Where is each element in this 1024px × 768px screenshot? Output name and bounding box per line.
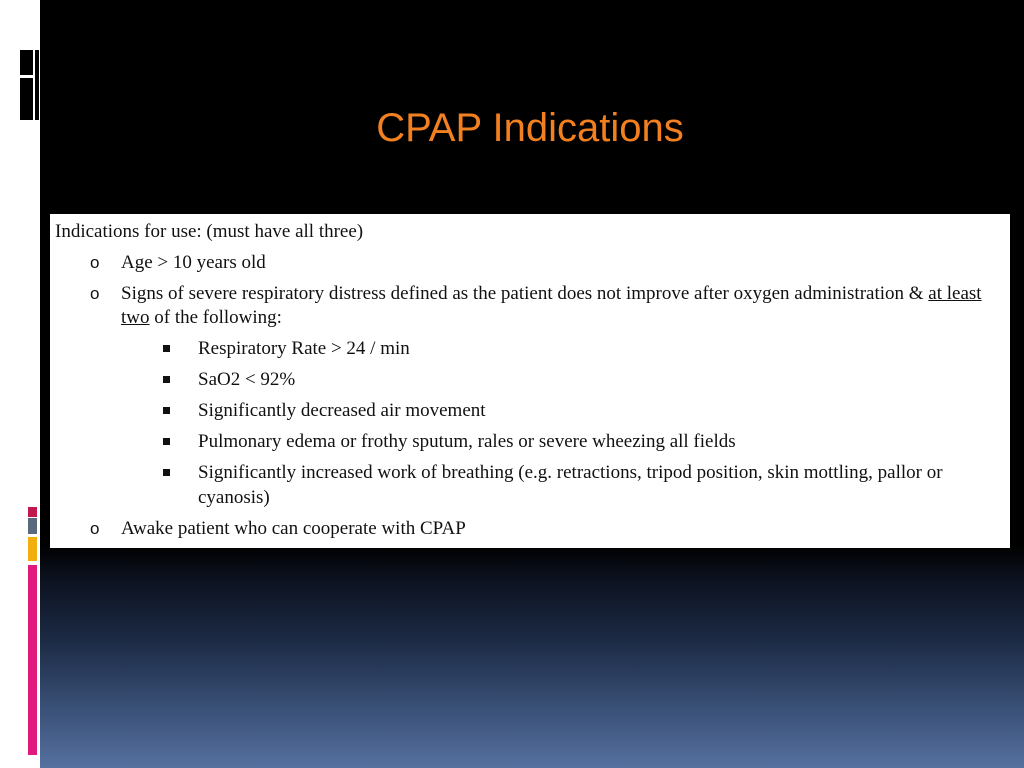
list-item-text-end: of the following: bbox=[149, 307, 282, 328]
circle-bullet-icon: o bbox=[90, 283, 100, 303]
circle-bullet-icon: o bbox=[90, 518, 100, 538]
square-bullet-icon bbox=[163, 368, 198, 392]
square-bullet-icon bbox=[163, 337, 198, 361]
list-item bbox=[55, 251, 1000, 276]
sub-list-item-text: Significantly increased work of breathing (e.g. retractions, tripod position, skin mottling, pallor or cyanosis) bbox=[198, 462, 943, 508]
sub-list-item bbox=[163, 399, 1000, 424]
list-item-text-start: Signs of severe respiratory distress defined as the patient does not improve after oxygen administration & bbox=[121, 282, 929, 304]
list-item bbox=[55, 282, 1000, 331]
sub-list-item-text: Significantly decreased air movement bbox=[198, 400, 486, 421]
decorative-accent-pink bbox=[28, 565, 37, 755]
decorative-bar bbox=[35, 50, 39, 120]
square-bullet-icon bbox=[163, 399, 198, 423]
sub-list-item-text: Pulmonary edema or frothy sputum, rales or severe wheezing all fields bbox=[198, 431, 736, 452]
square-bullet-icon bbox=[163, 430, 198, 454]
decorative-accent-gray bbox=[28, 518, 37, 534]
list-item-text: Age > 10 years old bbox=[121, 251, 266, 273]
sub-list-item bbox=[163, 430, 1000, 455]
sub-list-item-text: Respiratory Rate > 24 / min bbox=[198, 338, 410, 359]
list-item bbox=[55, 517, 1000, 542]
list-item-text: Awake patient who can cooperate with CPAP bbox=[121, 517, 466, 539]
decorative-accent-red bbox=[28, 507, 37, 517]
sub-list-item bbox=[163, 461, 1000, 510]
sub-list-item-text: SaO2 < 92% bbox=[198, 369, 296, 390]
square-bullet-icon bbox=[163, 461, 198, 485]
list-item-text bbox=[121, 282, 1000, 331]
slide-title: CPAP Indications bbox=[376, 106, 684, 150]
decorative-bar bbox=[20, 50, 33, 75]
circle-bullet-icon: o bbox=[90, 252, 100, 272]
decorative-accent-yellow bbox=[28, 537, 37, 561]
sub-list-item bbox=[163, 337, 1000, 362]
sub-list-item bbox=[163, 368, 1000, 393]
document-heading: Indications for use: (must have all three) bbox=[55, 221, 364, 242]
decorative-bar bbox=[20, 78, 33, 120]
document-excerpt bbox=[50, 214, 1010, 548]
underlined-text: at least two bbox=[121, 282, 982, 328]
